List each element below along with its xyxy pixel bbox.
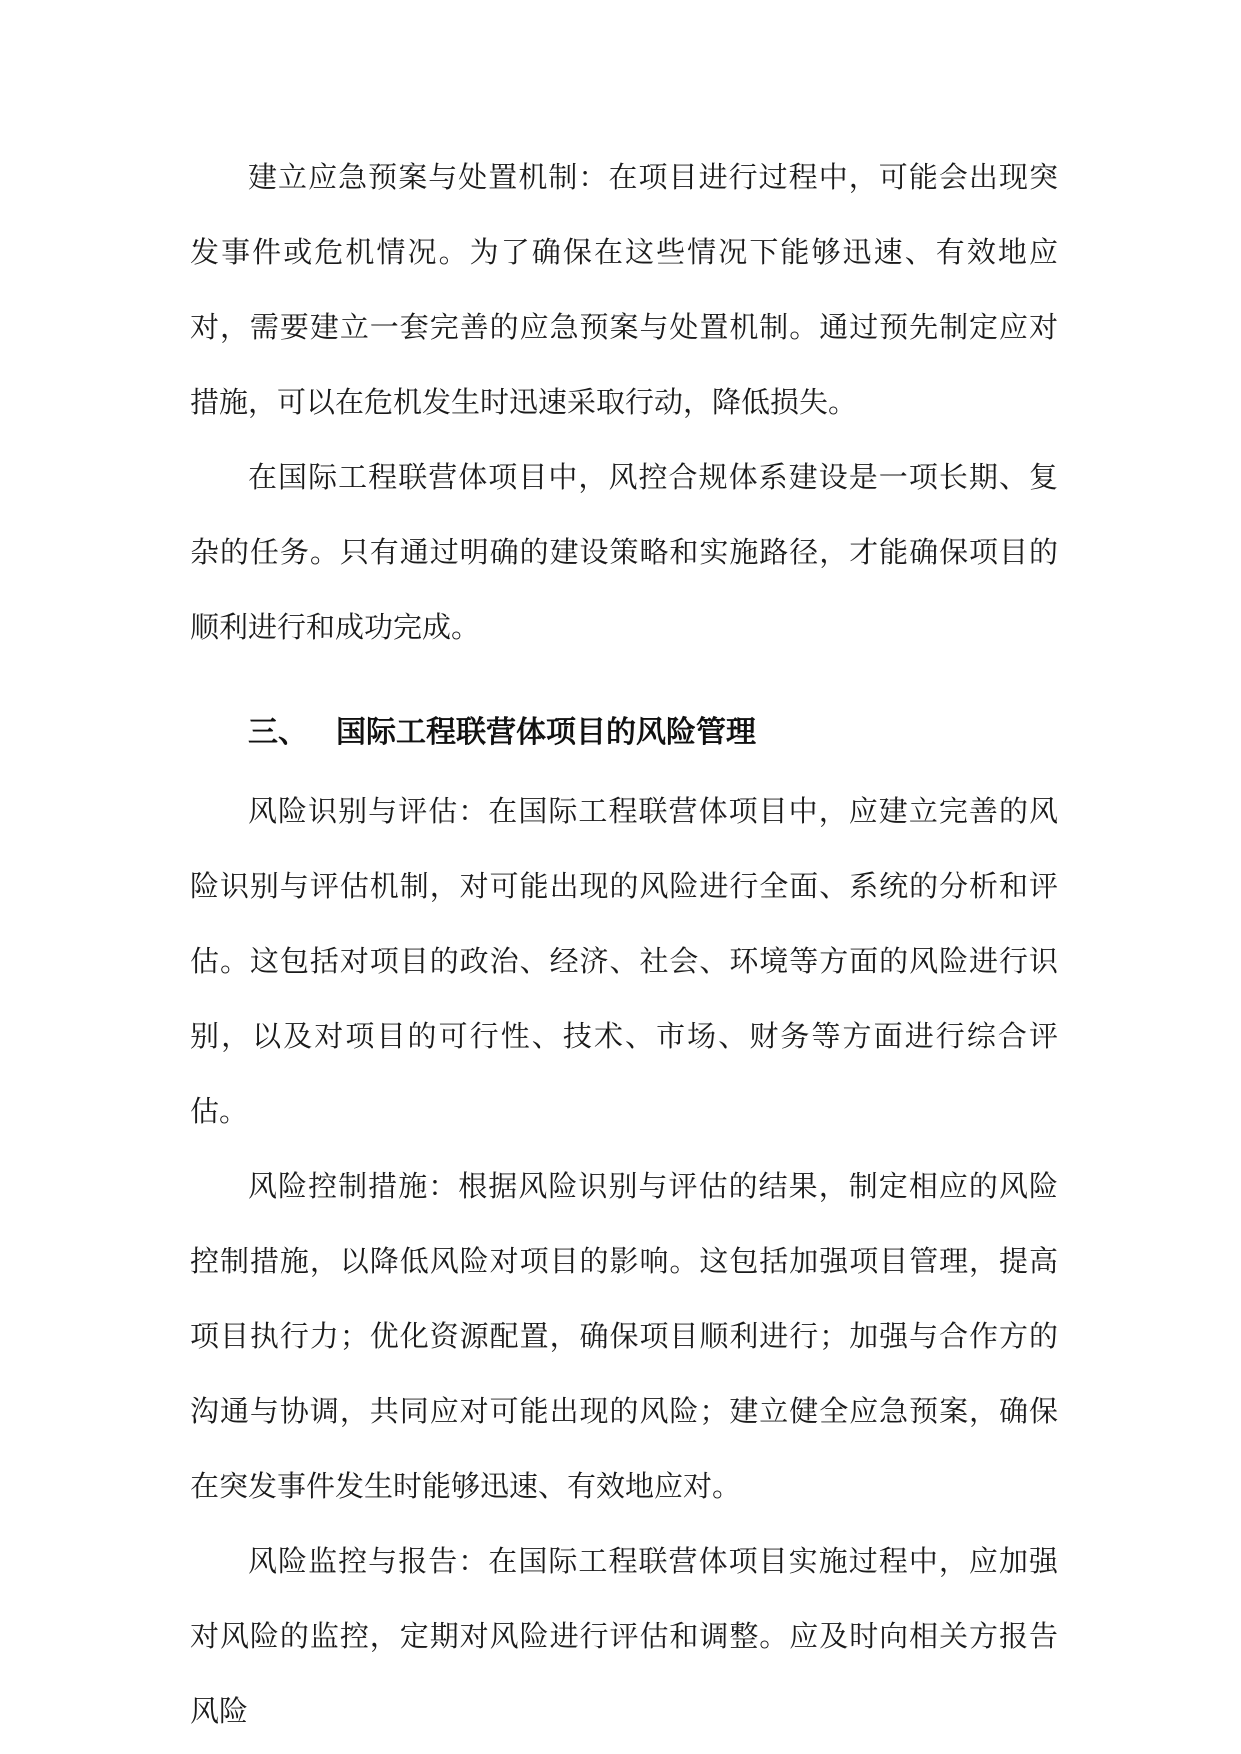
paragraph-compliance-summary: 在国际工程联营体项目中，风控合规体系建设是一项长期、复杂的任务。只有通过明确的建设策略和实施路径，才能确保项目的顺利进行和成功完成。: [190, 460, 1058, 644]
paragraph-risk-control: 风险控制措施：根据风险识别与评估的结果，制定相应的风险控制措施，以降低风险对项目的影响。这包括加强项目管理，提高项目执行力；优化资源配置，确保项目顺利进行；加强与合作方的沟通与协调，共同应对可能出现的风险；建立健全应急预案，确保在突发事件发生时能够迅速、有效地应对。: [190, 1169, 1058, 1503]
section-heading: [190, 713, 1058, 753]
section-title: 国际工程联营体项目的风险管理: [336, 715, 756, 750]
section-number: 三、: [248, 715, 308, 750]
paragraph-emergency-plan: 建立应急预案与处置机制：在项目进行过程中，可能会出现突发事件或危机情况。为了确保在这些情况下能够迅速、有效地应对，需要建立一套完善的应急预案与处置机制。通过预先制定应对措施，可以在危机发生时迅速采取行动，降低损失。: [190, 160, 1058, 419]
document-page: [190, 140, 1058, 1749]
paragraph-risk-monitoring: 风险监控与报告：在国际工程联营体项目实施过程中，应加强对风险的监控，定期对风险进行评估和调整。应及时向相关方报告风险: [190, 1544, 1058, 1728]
paragraph-risk-identification: 风险识别与评估：在国际工程联营体项目中，应建立完善的风险识别与评估机制，对可能出现的风险进行全面、系统的分析和评估。这包括对项目的政治、经济、社会、环境等方面的风险进行识别，以及对项目的可行性、技术、市场、财务等方面进行综合评估。: [190, 794, 1058, 1128]
